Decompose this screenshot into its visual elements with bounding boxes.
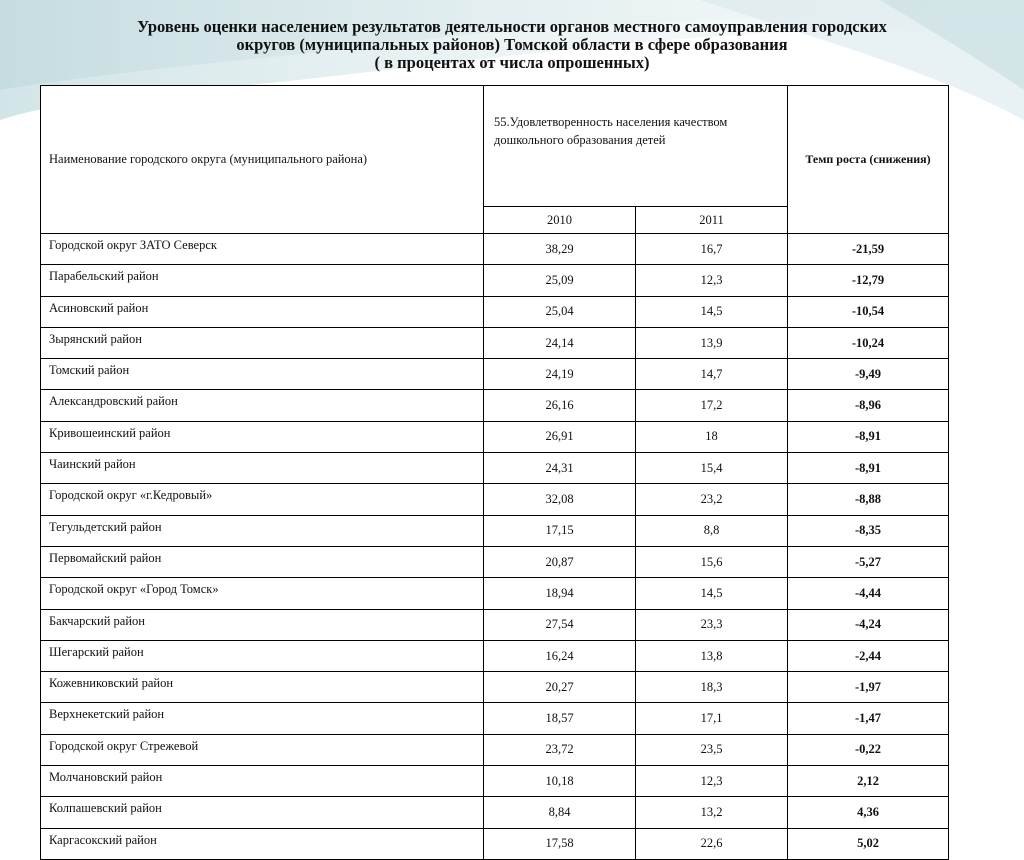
row-rate: 4,36 xyxy=(788,797,949,828)
row-value-2011: 15,6 xyxy=(636,546,788,577)
row-rate: -2,44 xyxy=(788,640,949,671)
row-value-2011: 18,3 xyxy=(636,672,788,703)
row-name: Каргасокский район xyxy=(41,828,484,859)
row-value-2010: 38,29 xyxy=(484,234,636,265)
table-row xyxy=(41,609,949,640)
table-row xyxy=(41,484,949,515)
row-value-2010: 17,15 xyxy=(484,515,636,546)
row-value-2010: 25,09 xyxy=(484,265,636,296)
table-row xyxy=(41,327,949,358)
header-name: Наименование городского округа (муниципального района) xyxy=(41,86,484,234)
table-row xyxy=(41,640,949,671)
row-value-2011: 12,3 xyxy=(636,766,788,797)
table-row xyxy=(41,265,949,296)
row-value-2010: 18,57 xyxy=(484,703,636,734)
table-row xyxy=(41,546,949,577)
row-rate: -8,88 xyxy=(788,484,949,515)
row-value-2011: 8,8 xyxy=(636,515,788,546)
row-name: Зырянский район xyxy=(41,327,484,358)
table-row xyxy=(41,453,949,484)
table-row xyxy=(41,296,949,327)
row-value-2011: 15,4 xyxy=(636,453,788,484)
table-row xyxy=(41,359,949,390)
table-row xyxy=(41,766,949,797)
table-row xyxy=(41,421,949,452)
row-rate: -8,91 xyxy=(788,421,949,452)
table-row xyxy=(41,672,949,703)
row-value-2011: 13,9 xyxy=(636,327,788,358)
row-rate: -8,96 xyxy=(788,390,949,421)
row-value-2010: 25,04 xyxy=(484,296,636,327)
row-value-2011: 17,1 xyxy=(636,703,788,734)
row-rate: -4,24 xyxy=(788,609,949,640)
row-rate: -1,97 xyxy=(788,672,949,703)
row-value-2011: 22,6 xyxy=(636,828,788,859)
row-value-2010: 8,84 xyxy=(484,797,636,828)
row-rate: -10,54 xyxy=(788,296,949,327)
row-rate: -9,49 xyxy=(788,359,949,390)
row-name: Парабельский район xyxy=(41,265,484,296)
table-row xyxy=(41,797,949,828)
row-value-2010: 20,87 xyxy=(484,546,636,577)
row-name: Тегульдетский район xyxy=(41,515,484,546)
row-rate: -4,44 xyxy=(788,578,949,609)
row-value-2010: 18,94 xyxy=(484,578,636,609)
row-value-2011: 23,5 xyxy=(636,734,788,765)
row-value-2011: 13,8 xyxy=(636,640,788,671)
row-name: Кривошеинский район xyxy=(41,421,484,452)
row-name: Верхнекетский район xyxy=(41,703,484,734)
row-value-2011: 23,2 xyxy=(636,484,788,515)
row-rate: -8,35 xyxy=(788,515,949,546)
page-title xyxy=(40,18,984,72)
row-value-2010: 23,72 xyxy=(484,734,636,765)
header-year-2010: 2010 xyxy=(484,207,636,234)
row-name: Колпашевский район xyxy=(41,797,484,828)
table-row xyxy=(41,703,949,734)
row-name: Городской округ «Город Томск» xyxy=(41,578,484,609)
row-value-2011: 18 xyxy=(636,421,788,452)
row-rate: 5,02 xyxy=(788,828,949,859)
row-value-2010: 24,19 xyxy=(484,359,636,390)
row-value-2011: 23,3 xyxy=(636,609,788,640)
row-rate: -8,91 xyxy=(788,453,949,484)
row-name: Первомайский район xyxy=(41,546,484,577)
row-value-2010: 16,24 xyxy=(484,640,636,671)
row-value-2010: 20,27 xyxy=(484,672,636,703)
row-value-2010: 24,14 xyxy=(484,327,636,358)
table-body xyxy=(41,234,949,860)
header-metric: 55.Удовлетворенность населения качеством дошкольного образования детей xyxy=(484,86,788,207)
table-row xyxy=(41,390,949,421)
row-name: Шегарский район xyxy=(41,640,484,671)
title-line-2: округов (муниципальных районов) Томской области в сфере образования xyxy=(236,35,788,54)
satisfaction-table xyxy=(40,85,949,860)
header-rate-label: Темп роста (снижения) xyxy=(805,152,931,166)
table-header-row xyxy=(41,86,949,207)
row-rate: -21,59 xyxy=(788,234,949,265)
table-row xyxy=(41,578,949,609)
row-name: Городской округ «г.Кедровый» xyxy=(41,484,484,515)
row-value-2011: 12,3 xyxy=(636,265,788,296)
row-name: Бакчарский район xyxy=(41,609,484,640)
row-value-2010: 10,18 xyxy=(484,766,636,797)
row-value-2011: 13,2 xyxy=(636,797,788,828)
row-name: Асиновский район xyxy=(41,296,484,327)
row-value-2011: 16,7 xyxy=(636,234,788,265)
row-value-2011: 14,7 xyxy=(636,359,788,390)
row-value-2010: 27,54 xyxy=(484,609,636,640)
row-name: Чаинский район xyxy=(41,453,484,484)
row-value-2010: 32,08 xyxy=(484,484,636,515)
row-name: Городской округ Стрежевой xyxy=(41,734,484,765)
table-row xyxy=(41,828,949,859)
table-row xyxy=(41,734,949,765)
row-rate: -0,22 xyxy=(788,734,949,765)
row-rate: 2,12 xyxy=(788,766,949,797)
header-year-2011: 2011 xyxy=(636,207,788,234)
title-line-3: ( в процентах от числа опрошенных) xyxy=(374,53,650,72)
row-value-2010: 26,16 xyxy=(484,390,636,421)
row-value-2011: 17,2 xyxy=(636,390,788,421)
row-name: Молчановский район xyxy=(41,766,484,797)
row-value-2011: 14,5 xyxy=(636,578,788,609)
row-rate: -10,24 xyxy=(788,327,949,358)
row-value-2010: 24,31 xyxy=(484,453,636,484)
row-rate: -12,79 xyxy=(788,265,949,296)
table-row xyxy=(41,234,949,265)
row-value-2010: 17,58 xyxy=(484,828,636,859)
row-name: Томский район xyxy=(41,359,484,390)
table-row xyxy=(41,515,949,546)
row-name: Александровский район xyxy=(41,390,484,421)
row-name: Кожевниковский район xyxy=(41,672,484,703)
header-rate xyxy=(788,86,949,234)
row-name: Городской округ ЗАТО Северск xyxy=(41,234,484,265)
title-line-1: Уровень оценки населением результатов деятельности органов местного самоуправления городских xyxy=(137,17,887,36)
row-value-2010: 26,91 xyxy=(484,421,636,452)
row-rate: -5,27 xyxy=(788,546,949,577)
row-rate: -1,47 xyxy=(788,703,949,734)
row-value-2011: 14,5 xyxy=(636,296,788,327)
